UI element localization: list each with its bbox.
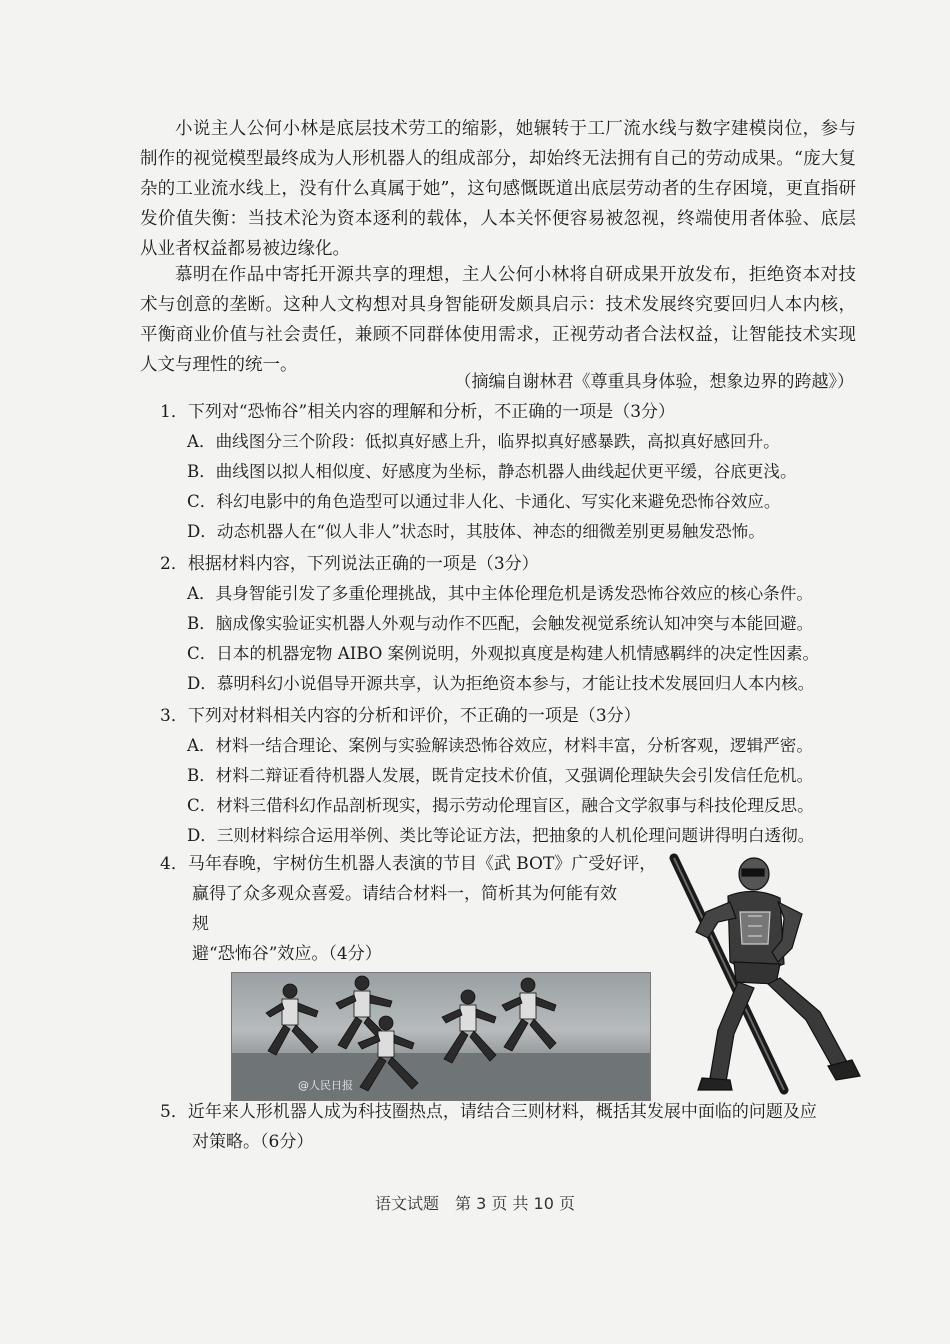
question-3-stem: 3．下列对材料相关内容的分析和评价，不正确的一项是（3分）: [160, 706, 641, 726]
question-1-stem: 1．下列对“恐怖谷”相关内容的理解和分析，不正确的一项是（3分）: [160, 402, 676, 422]
question-1-option-d: D．动态机器人在“似人非人”状态时，其肢体、神态的细微差别更易触发恐怖。: [187, 522, 765, 541]
question-5-line-2: 对策略。（6分）: [192, 1132, 314, 1152]
page-footer: 语文试题 第 3 页 共 10 页: [375, 1194, 575, 1213]
question-1-option-c: C．科幻电影中的角色造型可以通过非人化、卡通化、写实化来避免恐怖谷效应。: [187, 492, 781, 511]
question-3-option-c: C．材料三借科幻作品剖析现实，揭示劳动伦理盲区，融合文学叙事与科技伦理反思。: [187, 796, 814, 815]
robot-staff-illustration: [656, 852, 866, 1097]
passage-paragraph-1: 小说主人公何小林是底层技术劳工的缩影，她辗转于工厂流水线与数字建模岗位，参与制作的视觉模型最终成为人形机器人的组成部分，却始终无法拥有自己的劳动成果。“庞大复杂的工业流水线上，没有什么真属于她”，这句感慨既道出底层劳动者的生存困境，更直指研发价值失衡：当技术沦为资本逐利的载体，人本关怀便容易被忽视，终端使用者体验、底层从业者权益都易被边缘化。: [140, 119, 856, 259]
question-4-line-1: 4．马年春晚，宇树仿生机器人表演的节目《武 BOT》广受好评，: [160, 854, 657, 874]
question-5-line-1: 5．近年来人形机器人成为科技圈热点，请结合三则材料，概括其发展中面临的问题及应: [160, 1102, 817, 1122]
question-3-option-a: A．材料一结合理论、案例与实验解读恐怖谷效应，材料丰富，分析客观，逻辑严密。: [187, 736, 813, 755]
question-4-line-3: 避“恐怖谷”效应。（4分）: [192, 944, 382, 964]
question-4: [160, 849, 657, 969]
question-1-option-a: A．曲线图分三个阶段：低拟真好感上升，临界拟真好感暴跌，高拟真好感回升。: [187, 432, 780, 451]
question-2-option-d: D．慕明科幻小说倡导开源共享，认为拒绝资本参与，才能让技术发展回归人本内核。: [187, 674, 815, 693]
question-3-option-d: D．三则材料综合运用举例、类比等论证方法，把抽象的人机伦理问题讲得明白透彻。: [187, 826, 815, 845]
question-5: [160, 1097, 860, 1157]
source-citation: （摘编自谢林君《尊重具身体验，想象边界的跨越》）: [454, 372, 854, 392]
robot-performance-photo: [231, 972, 651, 1101]
question-3: [160, 701, 860, 851]
photo-watermark: @人民日报: [298, 1079, 353, 1092]
question-2-option-a: A．具身智能引发了多重伦理挑战，其中主体伦理危机是诱发恐怖谷效应的核心条件。: [187, 584, 813, 603]
question-1-option-b: B．曲线图以拟人相似度、好感度为坐标，静态机器人曲线起伏更平缓，谷底更浅。: [187, 462, 797, 481]
passage-paragraph-2: 慕明在作品中寄托开源共享的理想，主人公何小林将自研成果开放发布，拒绝资本对技术与创意的垄断。这种人文构想对具身智能研发颇具启示：技术发展终究要回归人本内核，平衡商业价值与社会责任，兼顾不同群体使用需求，正视劳动者合法权益，让智能技术实现人文与理性的统一。: [140, 265, 856, 375]
question-2: [160, 549, 860, 699]
question-4-line-2: 赢得了众多观众喜爱。请结合材料一，简析其为何能有效规: [192, 884, 617, 934]
question-2-option-c: C．日本的机器宠物 AIBO 案例说明，外观拟真度是构建人机情感羁绊的决定性因素。: [187, 644, 820, 663]
question-2-option-b: B．脑成像实验证实机器人外观与动作不匹配，会触发视觉系统认知冲突与本能回避。: [187, 614, 814, 633]
question-1: [160, 397, 860, 547]
question-2-stem: 2．根据材料内容，下列说法正确的一项是（3分）: [160, 554, 539, 574]
question-3-option-b: B．材料二辩证看待机器人发展，既肯定技术价值，又强调伦理缺失会引发信任危机。: [187, 766, 814, 785]
